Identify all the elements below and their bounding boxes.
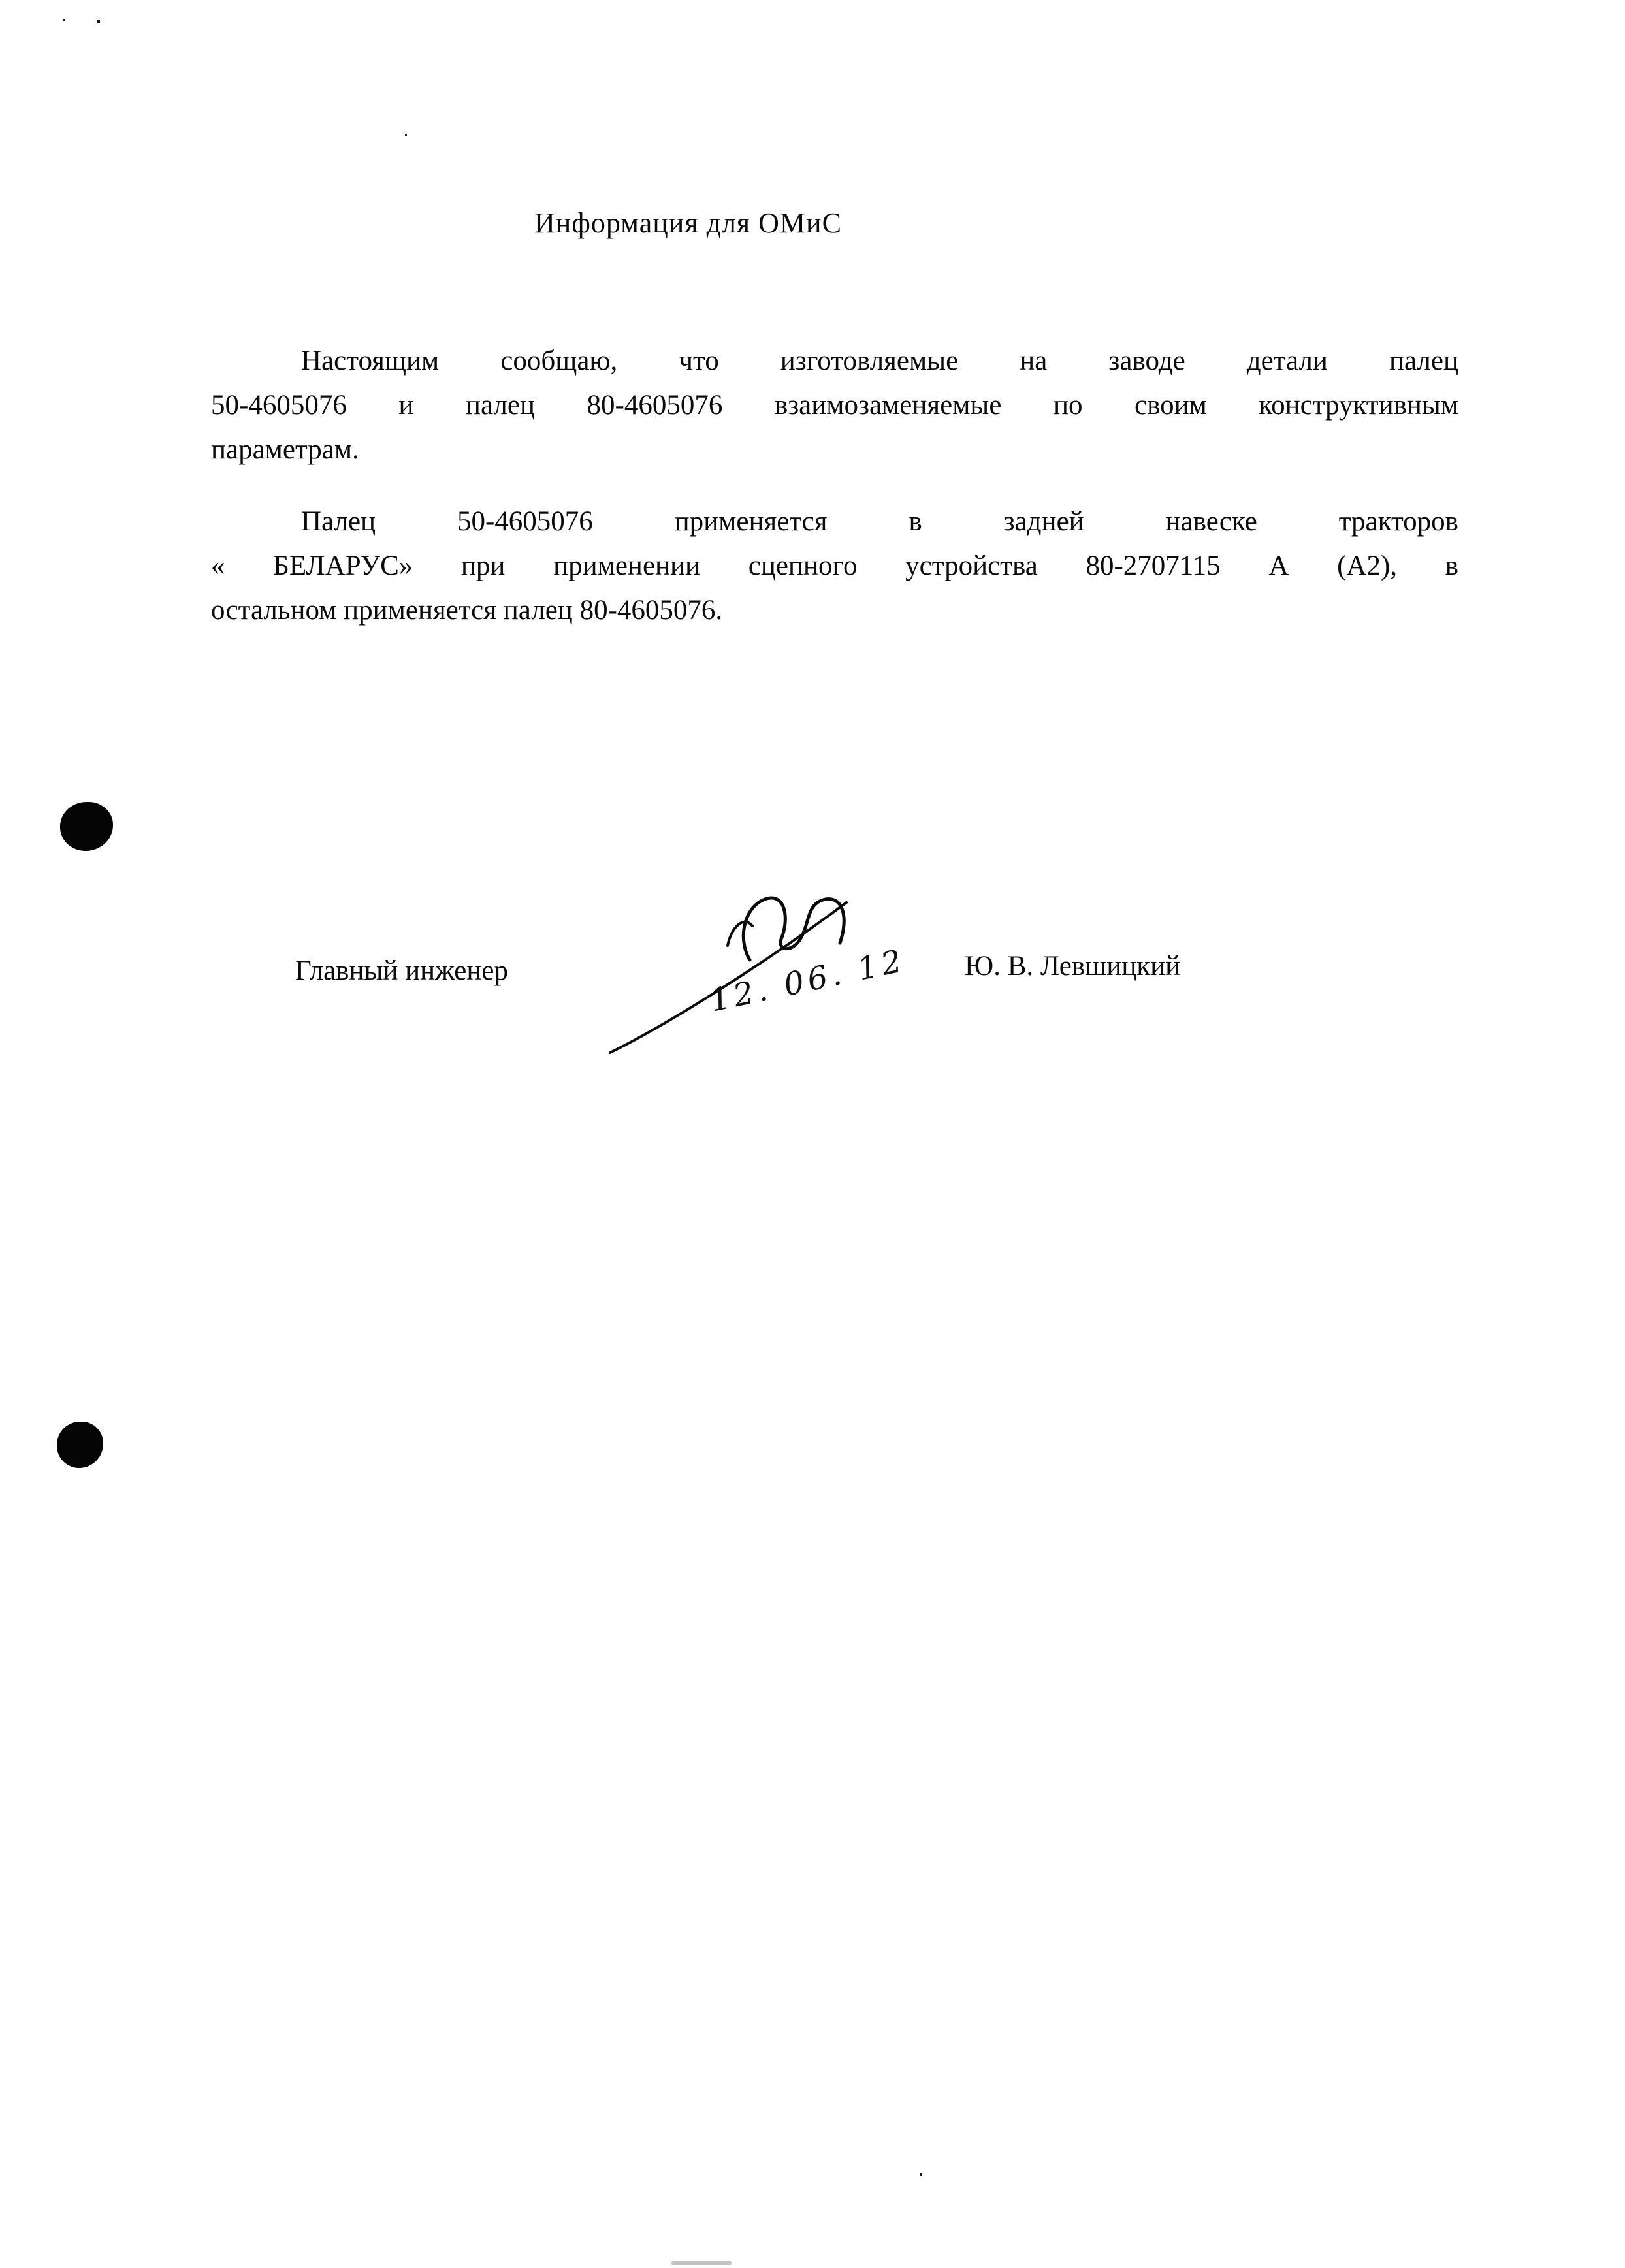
paragraph-line: « БЕЛАРУС» при применении сцепного устройства 80-2707115 А (А2), в (211, 551, 1458, 581)
scan-smudge (671, 2261, 732, 2265)
scan-speck (63, 19, 65, 21)
hole-punch-mark (57, 1422, 103, 1468)
scan-speck (405, 134, 407, 136)
hole-punch-mark (60, 802, 113, 851)
paragraph-line: остальном применяется палец 80-4605076. (211, 595, 723, 626)
paragraph-line: Палец 50-4605076 применяется в задней навеске тракторов (301, 506, 1458, 537)
signatory-name: Ю. В. Левшицкий (965, 951, 1181, 982)
paragraph-line: 50-4605076 и палец 80-4605076 взаимозаменяемые по своим конструктивным (211, 390, 1458, 421)
signatory-role: Главный инженер (295, 955, 508, 986)
paragraph-line: параметрам. (211, 434, 359, 465)
scan-speck (97, 20, 100, 23)
signature-date: 12. 06. 12 (707, 942, 909, 1019)
paragraph-line: Настоящим сообщаю, что изготовляемые на заводе детали палец (301, 345, 1458, 376)
scan-speck (920, 2173, 922, 2176)
document-title: Информация для ОМиС (534, 207, 842, 239)
